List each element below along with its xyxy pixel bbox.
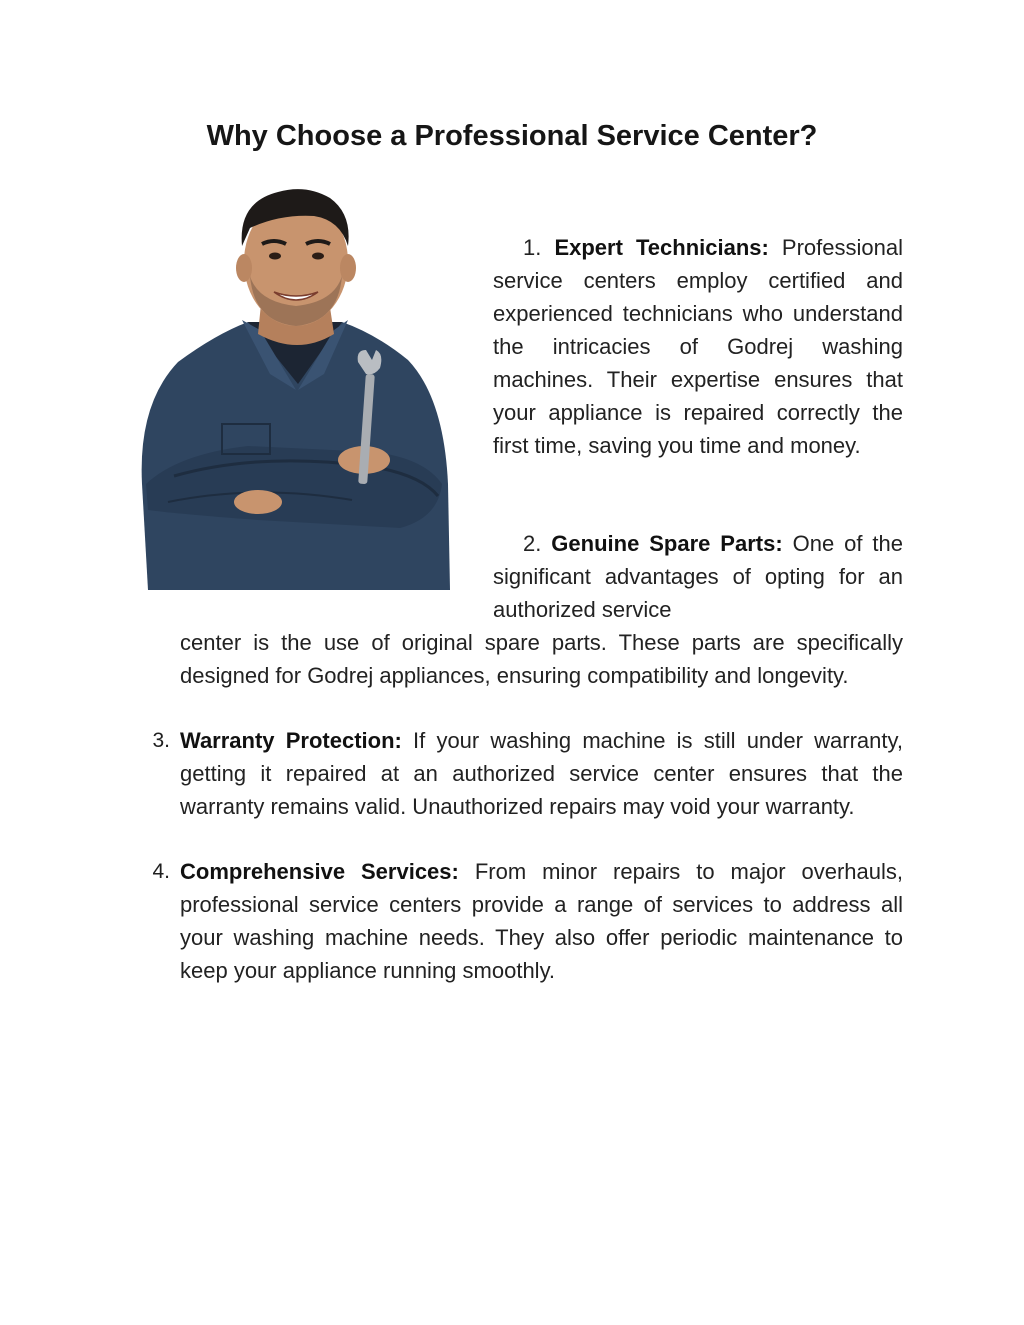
list-item: [180, 724, 903, 823]
list-item-text: Professional service centers employ certified and experienced technicians who understand the intricacies of Godrej washing machines. Their expertise ensures that your appliance is repaired correctly the first time, saving you time and money.: [493, 235, 903, 458]
technician-head: [236, 189, 356, 326]
list-item-title: Warranty Protection:: [180, 728, 402, 753]
list-number: 3.: [152, 729, 170, 752]
list-item-text: center is the use of original spare parts. These parts are specifically designed for Godrej appliances, ensuring compatibility and longevity.: [180, 630, 903, 688]
list-number: 1.: [523, 235, 542, 260]
technician-image: [138, 184, 452, 590]
list-number: 4.: [152, 860, 170, 883]
list-item-title: Comprehensive Services:: [180, 859, 459, 884]
list-item-text: From minor repairs to major overhauls, professional service centers provide a range of services to address all your washing machine needs. They also offer periodic maintenance to keep your appliance running smoothly.: [180, 859, 903, 983]
list-item-text: One of the significant advantages of opting for an authorized service: [493, 531, 903, 622]
page-title: Why Choose a Professional Service Center?: [206, 120, 818, 152]
technician-body: [142, 320, 450, 590]
list-item-title: Expert Technicians:: [554, 235, 769, 260]
list-item: [493, 527, 903, 626]
list-item-text: If your washing machine is still under warranty, getting it repaired at an authorized service center ensures that the warranty remains valid. Unauthorized repairs may void your warranty.: [180, 728, 903, 819]
list-item: [180, 855, 903, 987]
list-item: [493, 231, 903, 462]
list-number: 2.: [523, 531, 542, 556]
list-item-continued: [180, 626, 903, 692]
list-item-title: Genuine Spare Parts:: [551, 531, 783, 556]
